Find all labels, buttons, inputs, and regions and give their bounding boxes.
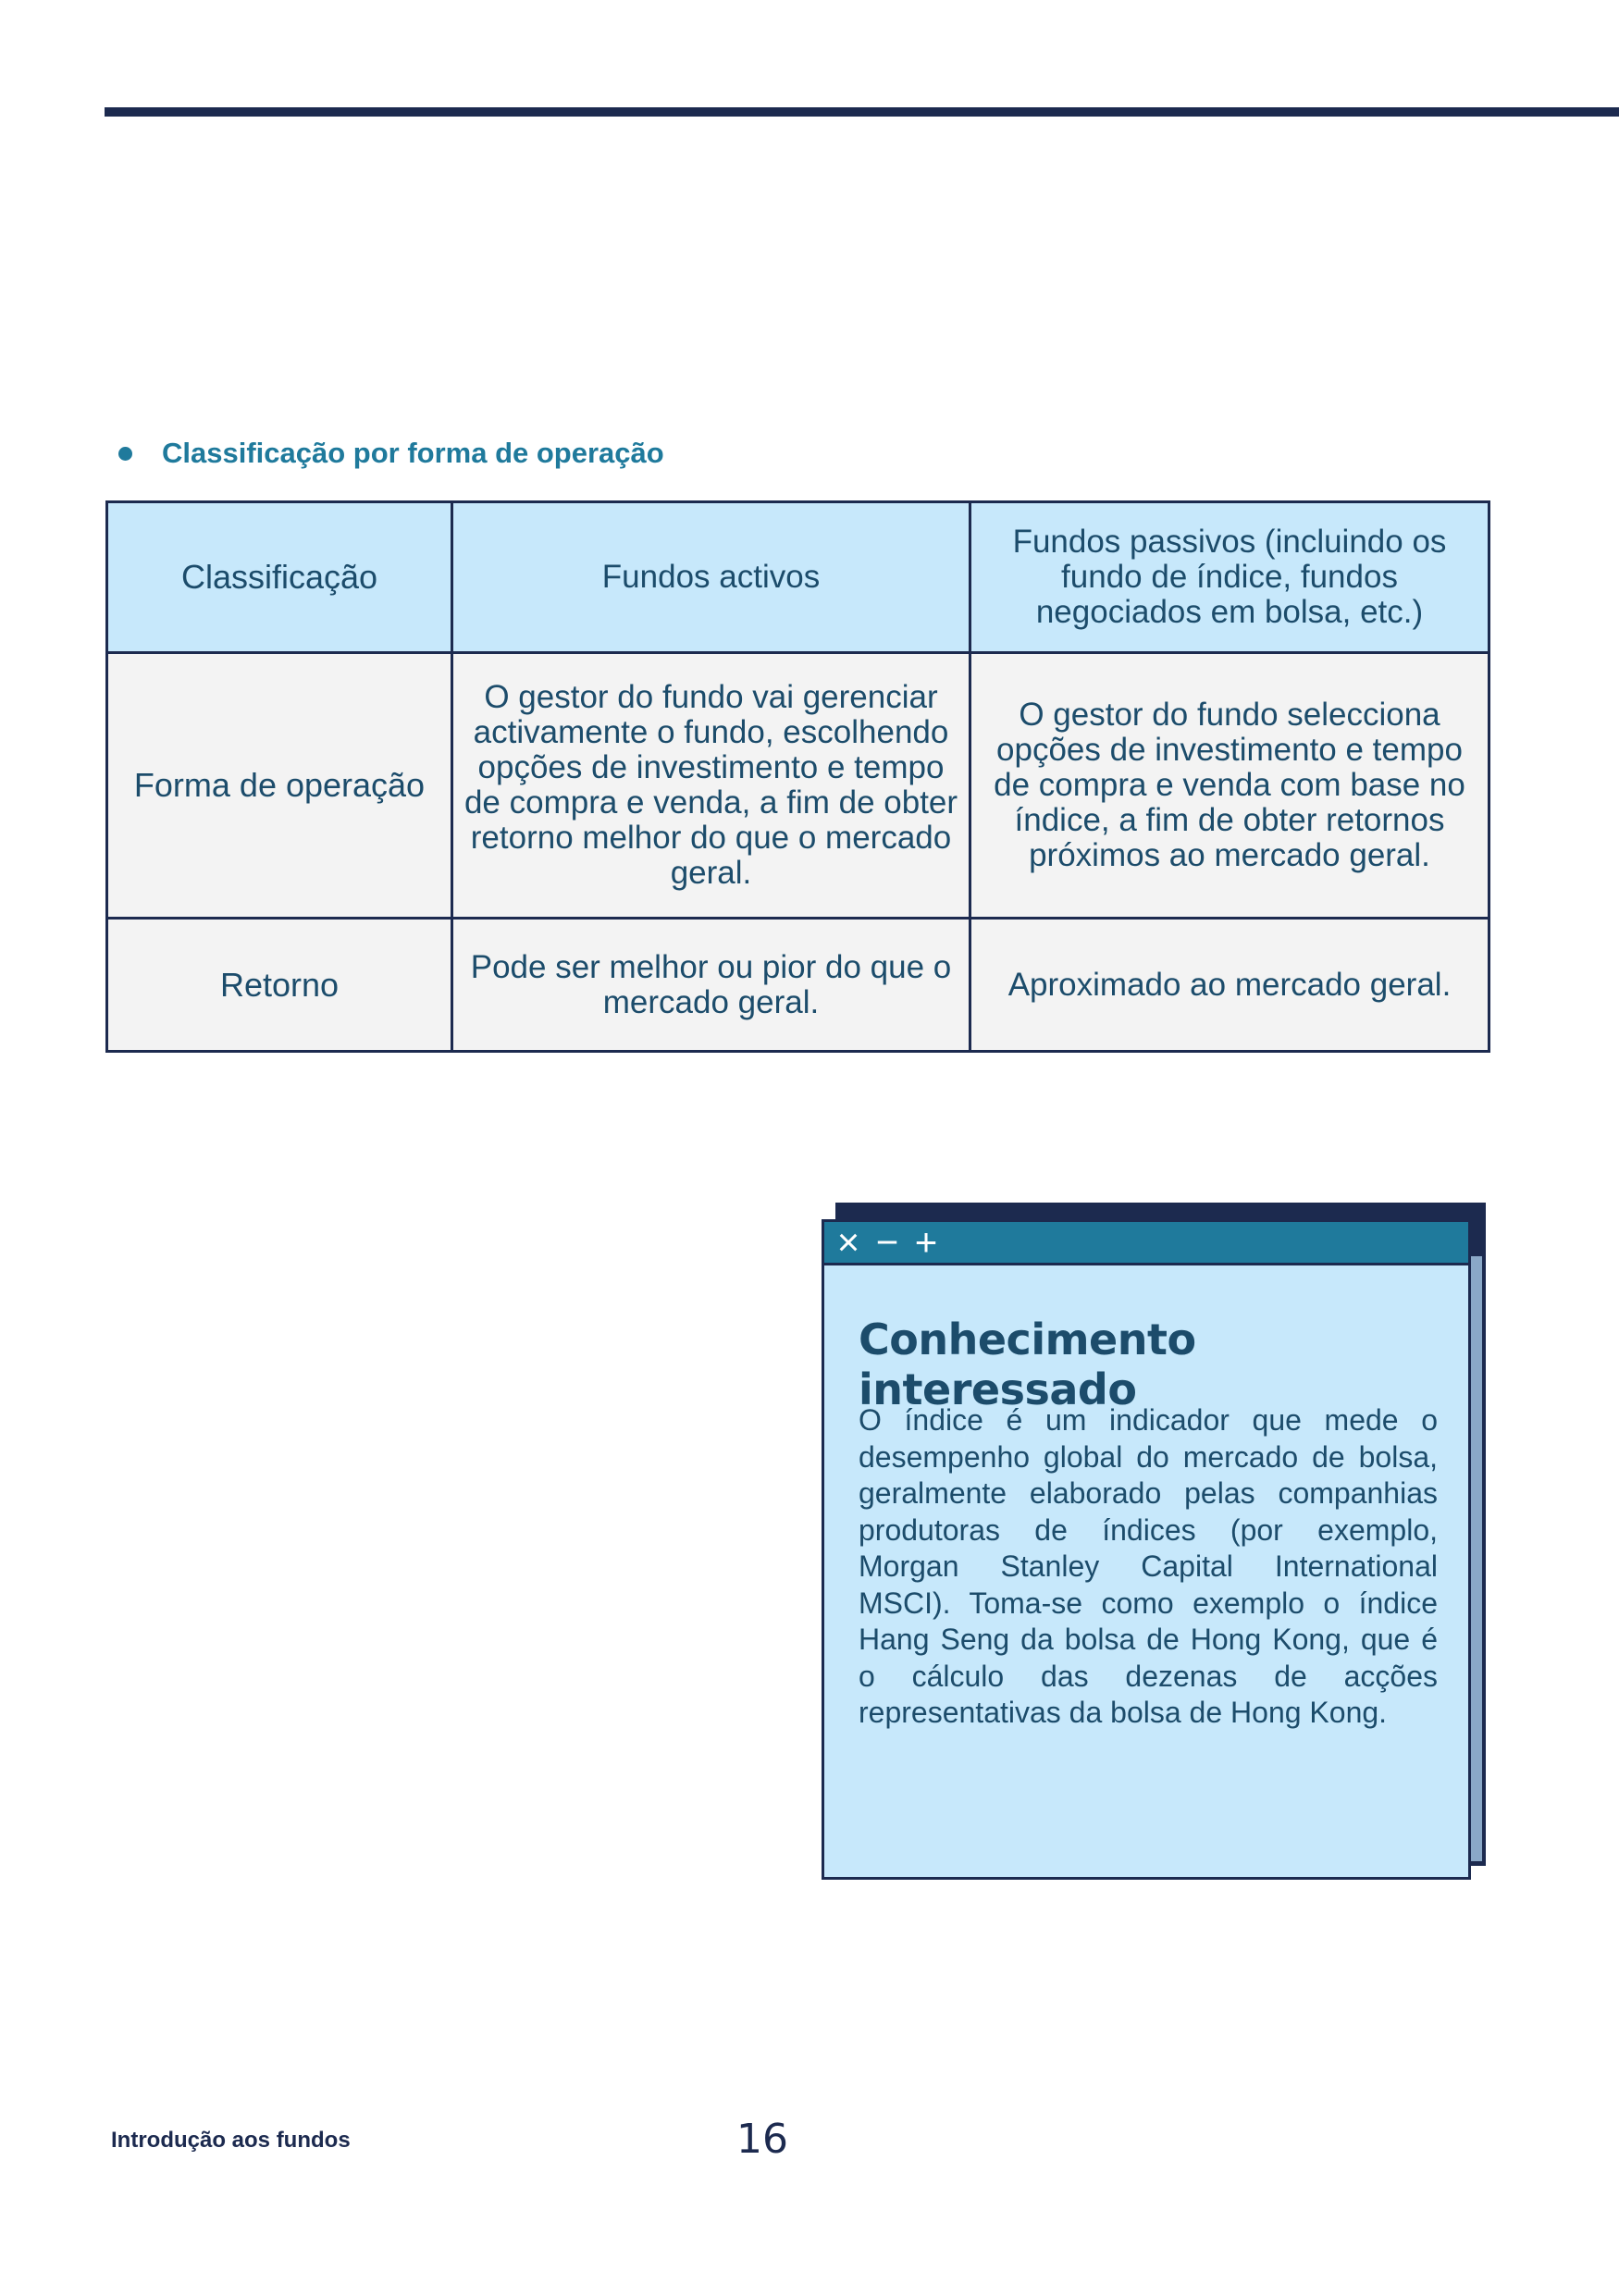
table-header-row	[107, 502, 1489, 653]
classification-table	[105, 500, 1490, 1053]
window-title: Conhecimento interessado	[859, 1315, 1196, 1414]
window-shadow-inner	[1471, 1256, 1482, 1861]
header-fundos-activos: Fundos activos	[452, 502, 970, 653]
top-rule	[105, 107, 1619, 117]
header-fundos-passivos: Fundos passivos (incluindo os fundo de índice, fundos negociados em bolsa, etc.)	[970, 502, 1489, 653]
close-icon: ×	[836, 1220, 860, 1264]
passive-cell: Aproximado ao mercado geral.	[970, 919, 1489, 1052]
table-row	[107, 653, 1489, 919]
window-body: O índice é um indicador que mede o desempenho global do mercado de bolsa, geralmente elaborado pelas companhias produtoras de índices (por exemplo, Morgan Stanley Capital International MSCI). Toma-se como exemplo o índice Hang Seng da bolsa de Hong Kong, que é o cálculo das dezenas de acções representativas da bolsa de Hong Kong.	[859, 1403, 1438, 1729]
window-titlebar	[824, 1222, 1468, 1265]
row-label: Forma de operação	[107, 653, 452, 919]
section-heading-text: Classificação por forma de operação	[162, 437, 664, 469]
bullet-icon	[118, 447, 132, 461]
section-heading	[118, 437, 664, 470]
row-label: Retorno	[107, 919, 452, 1052]
minimize-icon: −	[875, 1220, 899, 1264]
table-row	[107, 919, 1489, 1052]
page-number: 16	[736, 2116, 788, 2163]
passive-cell: O gestor do fundo selecciona opções de investimento e tempo de compra e venda com base no índice, a fim de obter retornos próximos ao mercado geral.	[970, 653, 1489, 919]
active-cell: Pode ser melhor ou pior do que o mercado geral.	[452, 919, 970, 1052]
info-window	[822, 1219, 1471, 1880]
footer-title: Introdução aos fundos	[111, 2128, 351, 2153]
expand-icon: +	[914, 1220, 938, 1264]
header-classificacao: Classificação	[107, 502, 452, 653]
active-cell: O gestor do fundo vai gerenciar activamente o fundo, escolhendo opções de investimento e tempo de compra e venda, a fim de obter retorno melhor do que o mercado geral.	[452, 653, 970, 919]
